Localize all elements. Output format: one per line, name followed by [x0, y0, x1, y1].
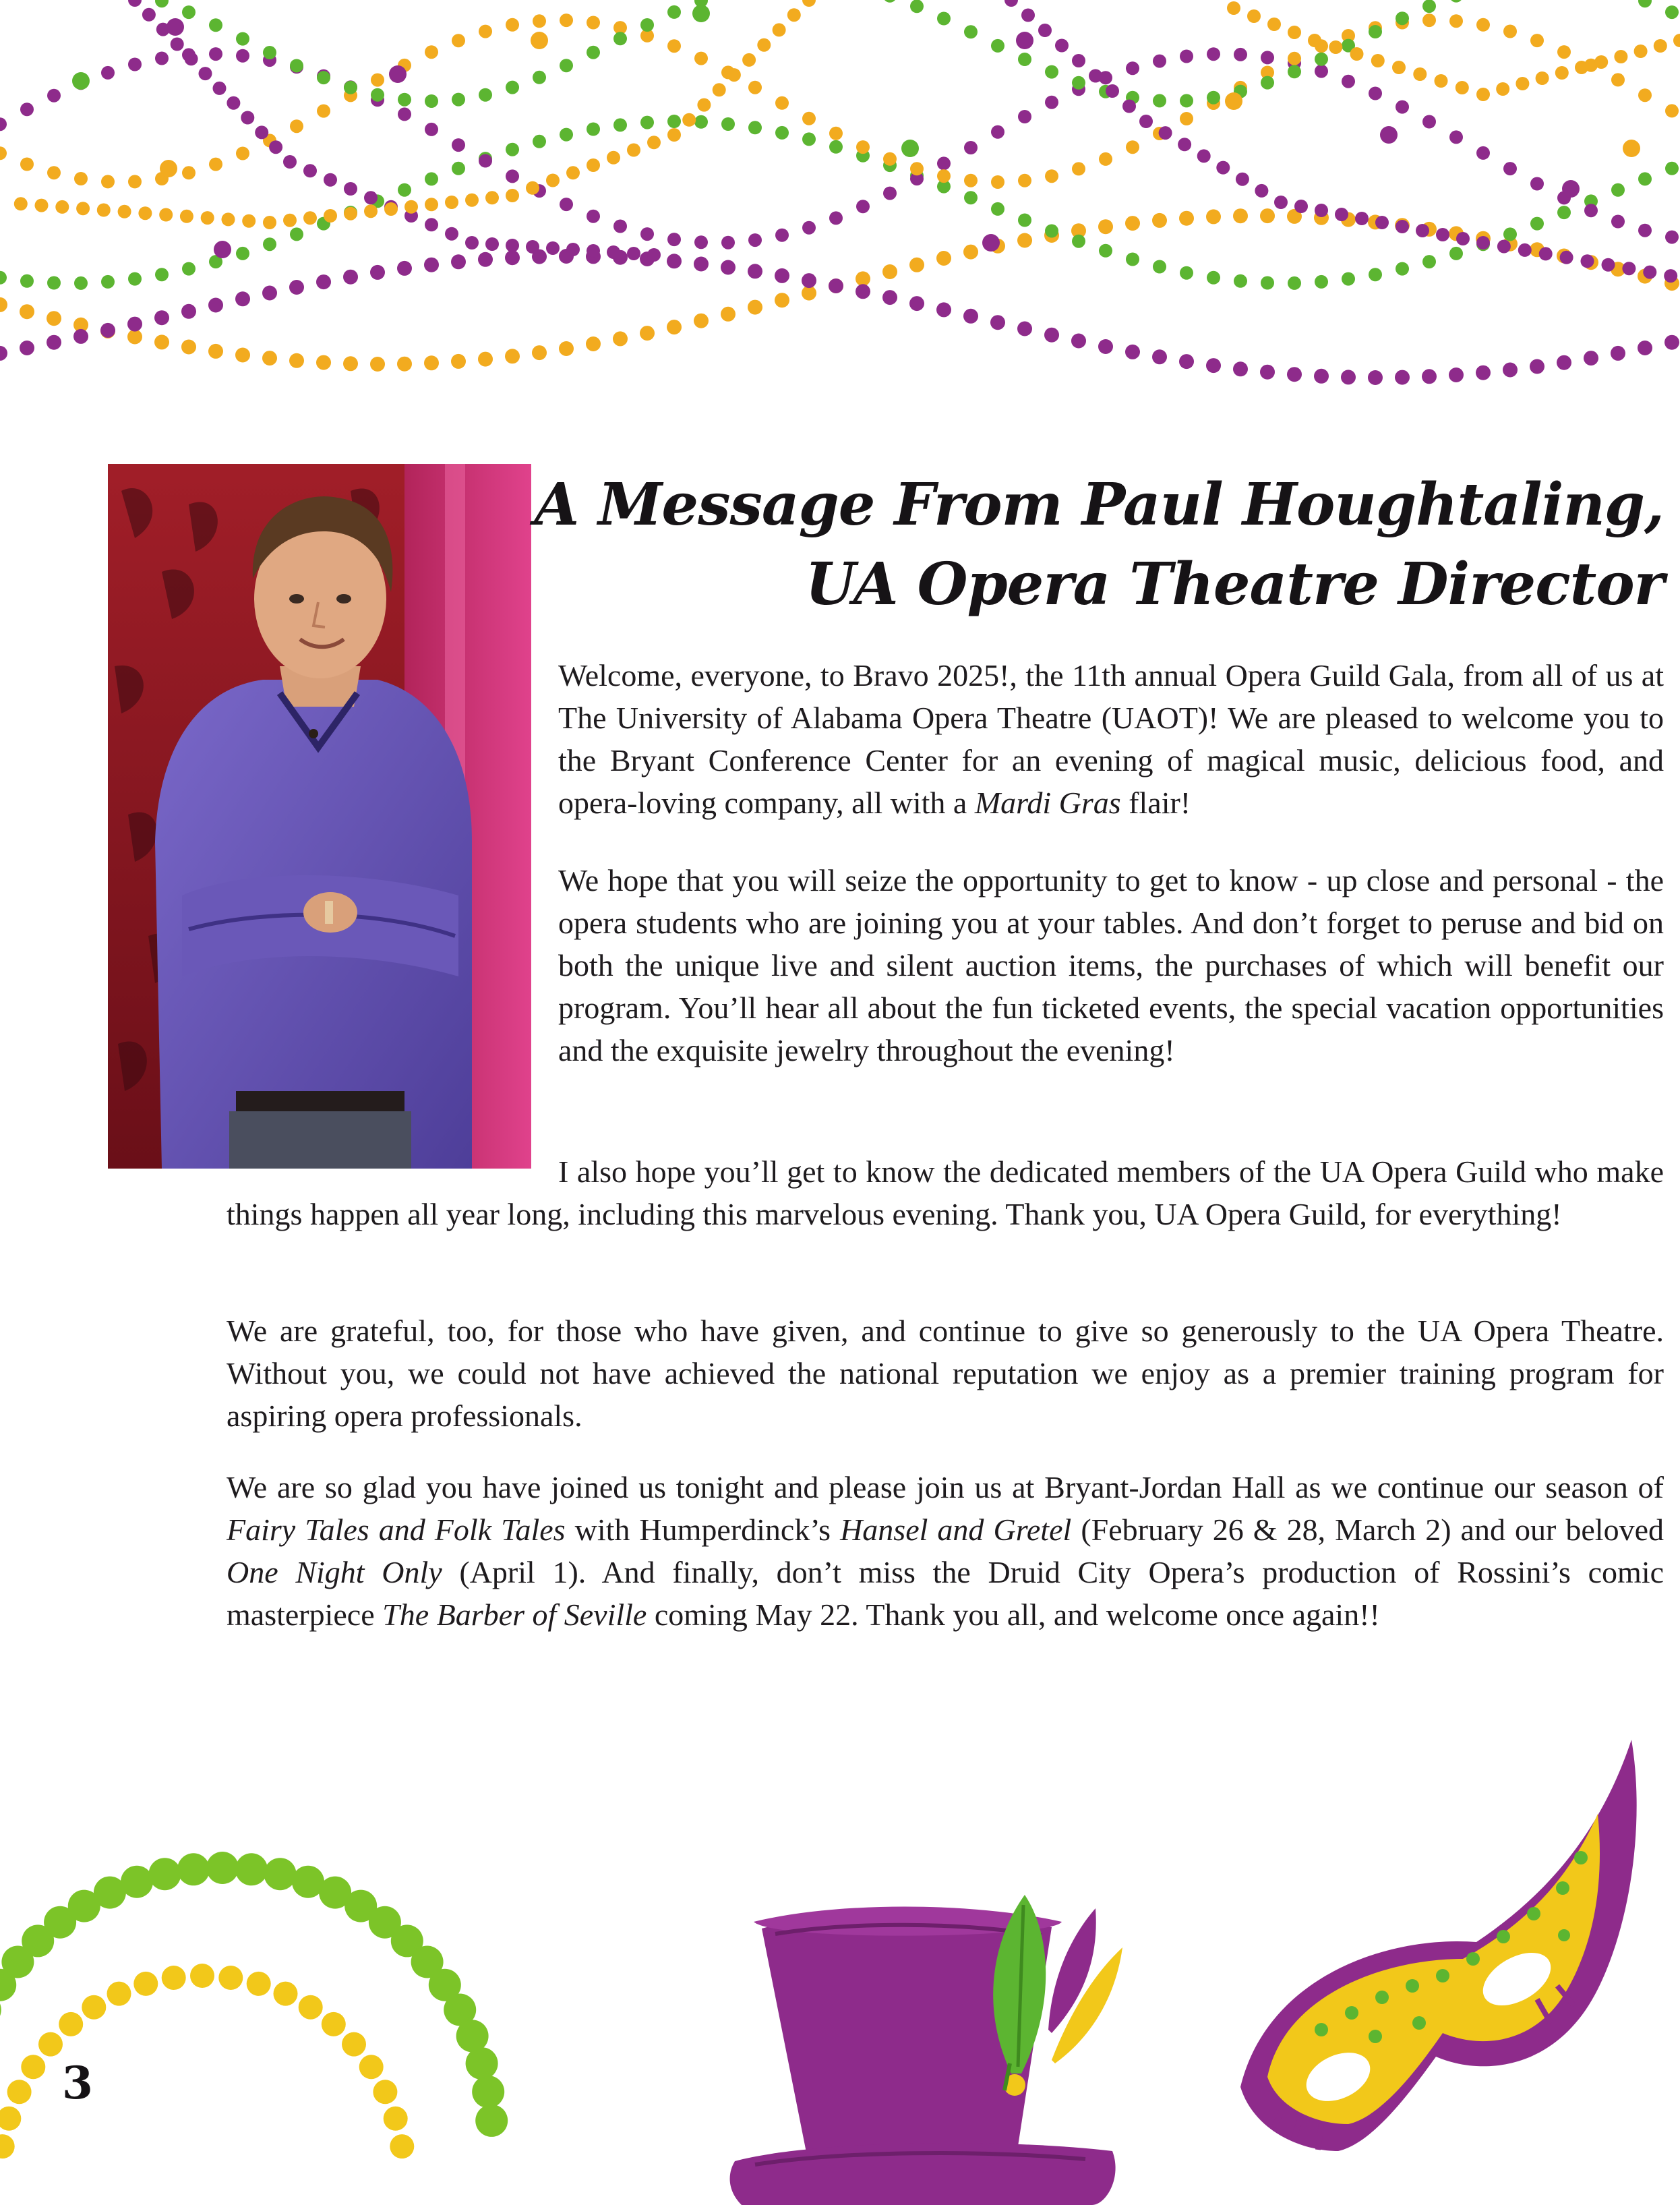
portrait-illustration: [108, 464, 531, 1169]
text-run: with Humperdinck’s: [565, 1512, 841, 1547]
text-run: Welcome, everyone, to Bravo 2025!, the 11th annual Opera Guild Gala, from all of us at The University of Alabama Opera Theatre (UAOT)! We are pleased to welcome you to the Bryant Conference Center for an evening of magical music, delicious food, and opera-loving company, all with a: [558, 658, 1664, 820]
text-run-italic: One Night Only: [227, 1555, 442, 1589]
title-line-2: UA Opera Theatre Director: [805, 550, 1664, 618]
director-portrait-photo: [108, 464, 531, 1169]
title-line-1: A Message From Paul Houghtaling,: [534, 471, 1664, 539]
text-run-italic: Mardi Gras: [974, 786, 1121, 820]
paragraph-students-auction: We hope that you will seize the opportunity to get to know - up close and personal - the opera students who are joining you at your tables. And don’t forget to peruse and bid on both the unique live and silent auction items, the purchases of which will benefit our program. You’ll hear all about the fun ticketed events, the special vacation opportunities and the exquisite jewelry throughout the evening!: [558, 863, 1664, 1067]
paragraph-grateful: We are grateful, too, for those who have given, and continue to give so generously to the UA Opera Theatre. Without you, we could not have achieved the national reputation we enjoy as a premier training program for aspiring opera professionals.: [227, 1314, 1664, 1433]
page-number: 3: [62, 2057, 93, 2109]
text-run: We are so glad you have joined us tonight and please join us at Bryant-Jordan Hall as we continue our season of: [227, 1470, 1664, 1504]
paragraph-welcome: [558, 654, 1664, 824]
text-run: (April 1). And finally, don’t miss the Druid City Opera’s production of Rossini’s comic masterpiece: [227, 1555, 1664, 1632]
text-run-italic: Hansel and Gretel: [840, 1512, 1072, 1547]
text-run-italic: The Barber of Seville: [382, 1597, 647, 1632]
text-run: coming May 22. Thank you all, and welcome once again!!: [647, 1597, 1380, 1632]
masquerade-mask-icon: [1240, 1740, 1637, 2151]
text-run-italic: Fairy Tales and Folk Tales: [227, 1512, 566, 1547]
text-run: (February 26 & 28, March 2) and our beloved: [1071, 1512, 1664, 1547]
bead-necklace-bottom-left: [0, 1852, 508, 2158]
page-title: [518, 465, 1664, 624]
top-hat-icon: [730, 1895, 1122, 2205]
paragraph-opera-guild: I also hope you’ll get to know the dedicated members of the UA Opera Guild who make things happen all year long, including this marvelous evening. Thank you, UA Opera Guild, for everything!: [227, 1154, 1664, 1231]
paragraph-season: [227, 1466, 1664, 1636]
mardi-gras-bead-garland-top: [0, 0, 1680, 405]
text-run: flair!: [1120, 786, 1191, 820]
